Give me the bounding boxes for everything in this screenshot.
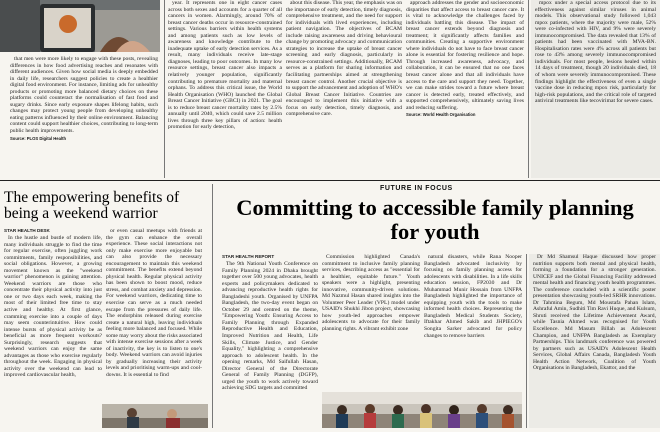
article-paragraph: In the hustle and bustle of modern life, many individuals struggle to find the time for regular exercise, often juggling work commitments, family responsibilities, and social obligations. However, a growing movement known as the "weekend warrior" phenomenon is gaining attention. Weekend warriors are those who concentrate their physical activity into just one or two days each week, making the most of their limited free time to stay active and healthy. At first glance, cramming exercise into a couple of days may seem counterintuitive. How could intense bursts of physical activity be as beneficial as more frequent workouts? Surprisingly, research suggests that weekend warriors can enjoy the same advantages as those who exercise regularly throughout the week. Engaging in physical activity over the weekend can lead to improved cardiovascular health, bbox=[4, 235, 102, 379]
top-column-2 bbox=[168, 0, 282, 178]
article-paragraph: about this disease. This year, the emphasis was on the importance of early detection, timely diagnosis, comprehensive treatment, and the need for support for individuals with lived experiences, including patient navigation. The objectives of BCAM include raising awareness and driving behavioural change by promoting advocacy and communication strategies to increase the uptake of breast cancer screening and early diagnosis, particularly in resource-constrained settings. Additionally, BCAM serves as a platform for sharing information and facilitating partnerships aimed at strengthening breast cancer control. Another crucial objective is to support the advancement and adoption of WHO's Global Breast Cancer Initiative. Countries are encouraged to implement this initiative with a focus on early detection, timely diagnosis, and comprehensive care. bbox=[286, 0, 403, 118]
bottom-right-column-2 bbox=[322, 254, 420, 390]
conference-photo bbox=[322, 392, 522, 428]
bottom-left-column-1-text bbox=[4, 235, 102, 379]
top-column-2-text bbox=[168, 0, 282, 131]
bottom-right-column-3-text bbox=[424, 254, 522, 339]
top-column-4-text bbox=[406, 0, 524, 119]
article-paragraph: Commission highlighted Canada's commitment to inclusive family planning services, describing access as "essential for a healthier, equitable future." Youth speakers were a highlight, presenting innovative, community-driven solutions. Md Nazmul Hasan shared insights into the Volunteer Peer Leader (VPL) model under USAID's Shukhi Jibon project, showcasing how youth-led approaches empower adolescents to advocate for their family planning rights. A vibrant exhibit zone bbox=[322, 254, 420, 333]
bottom-right-column-4-text bbox=[529, 254, 660, 372]
top-column-4 bbox=[406, 0, 524, 178]
top-column-3-text bbox=[286, 0, 402, 118]
bottom-left-column-1 bbox=[4, 228, 102, 428]
food-ads-photo bbox=[0, 0, 160, 52]
article-paragraph: The 9th National Youth Conference on Family Planning 2024 in Dhaka brought together over 500 young advocates, health experts and policymakers dedicated to advancing reproductive health rights for Bangladeshi youth. Organised by UNFPA Bangladesh, the two-day event began on October 29 and centred on the theme, "Empowering Youth: Ensuring Access to Family Planning through Expanded Reproductive Health and Education, Improved Nutrition and Health, Life Skills, Climate Justice, and Gender Equality," highlighting a comprehensive approach to adolescent health. In the opening remarks, Md Saifullah Hasan, Director General of the Directorate General of Family Planning (DGFP), urged the youth to work actively toward achieving SDG targets and committed bbox=[222, 261, 318, 392]
bottom-left-column-2 bbox=[106, 228, 202, 406]
bottom-right-column-2-text bbox=[322, 254, 420, 333]
bottom-left-photo bbox=[102, 404, 208, 428]
article-paragraph: approach addresses the gender and socioeconomic disparities that affect access to breast cancer care. It is vital to acknowledge the challenges faced by individuals battling this disease. The impact of breast cancer extends beyond diagnosis and treatment; it significantly affects families and communities. Creating a supportive environment where individuals do not have to face breast cancer alone is essential for fostering resilience and hope. Through increased awareness, advocacy, and collaboration, it can be ensured that no one faces breast cancer alone and that all individuals have access to the care and support they need. Together, we can make strides toward a future where breast cancer is detected early, treated effectively, and supported comprehensively, ultimately saving lives and reducing suffering. bbox=[406, 0, 524, 111]
article-paragraph: mpox under a special access protocol due to its effectiveness against similar viruses in animal models. This observational study followed 1,043 mpox patients, where the majority were male, 52% were co-infected with HIV, and 9% were severely immunocompromised. The data revealed that 13% of patients had been vaccinated with MVA-BN. Hospitalisation rates were 4% across all patients but rose to 43% among severely immunocompromised individuals. For most people, lesions healed within 14 days of treatment, though 20 individuals died, 18 of whom were severely immunocompromised. These findings highlight the effectiveness of even a single vaccine dose in reducing mpox risk, particularly for high-risk populations, and the critical role of targeted antiviral treatments like tecovirimat for severe cases. bbox=[535, 0, 656, 105]
article-source: Source: PLOS Digital Health bbox=[10, 135, 67, 141]
column-divider bbox=[528, 0, 529, 178]
section-divider bbox=[0, 180, 660, 181]
weekend-warrior-headline: The empowering benefits of being a weekend warrior bbox=[4, 189, 180, 222]
bottom-right-column-3 bbox=[424, 254, 522, 390]
top-column-5 bbox=[531, 0, 660, 178]
family-planning-headline: Committing to accessible family planning for youth bbox=[236, 195, 634, 244]
bottom-right-column-4 bbox=[529, 254, 660, 428]
article-byline: STAR HEALTH DESK bbox=[4, 228, 50, 233]
column-divider bbox=[164, 0, 165, 178]
article-byline: STAR HEALTH REPORT bbox=[222, 254, 275, 259]
article-source: Source: World Health Organisation bbox=[406, 112, 476, 118]
article-paragraph: that men were more likely to engage with these posts, revealing differences in how food advertising reaches and resonates with different audiences. Given how social media is deeply embedded in daily life, researchers suggest policies to create a healthier digital food environment. For instance, limiting ads for unhealthy products or promoting more balanced dietary choices on these platforms could counteract the normalisation of fast food and sugary drinks. Since early exposure shapes lifelong habits, such changes may protect young people from developing unhealthy eating patterns influenced by their online environment. Balancing content could support healthier choices, contributing to long-term public health improvements. bbox=[10, 56, 158, 135]
exercise-photo bbox=[102, 404, 208, 428]
bottom-right-column-1 bbox=[222, 254, 318, 428]
top-column-3 bbox=[286, 0, 402, 178]
article-paragraph: natural disasters, while Rana Nooper Bangladesh advocated inclusivity by focusing on family planning access for adolescents with disabilities. In a life skills education session, FP2030 and Dr Muhammad Munir Hossain from UNFPA Bangladesh highlighted the importance of equipping youth with the tools to make informed health choices. Representing the Bangladesh Medical Students Society, Iftakhar Ahmed Sakib and JHPIEGO's Songita Sarker advocated for policy changes to remove barriers bbox=[424, 254, 522, 339]
bottom-left-column-2-text bbox=[106, 228, 202, 379]
article-divider bbox=[212, 184, 213, 428]
column-divider bbox=[526, 254, 527, 428]
article-paragraph: Dr Md Shamsul Haque discussed how proper nutrition supports both mental and physical health, forming a foundation for a stronger generation. UNICEF and the Global Financing Facility addressed mental health and financing youth health programmes. The conference concluded with a scientific poster presentation showcasing youth-led SRHR innovations. Dr Tahmina Begum, Md Moustafa Pahan Islam, Ashraful Amin, Sudhiti Tim Ravi Huque, and Kulsum, Shruti received the Lifetime Achievement Award, while Tasnia Ahmed was recognised for Youth Excellence. Md Masum Billah as Adolescent Champion, and UNFPA Bangladesh as Exemplary Partnerships. This landmark conference was powered by partners such as USAID's Adolescent Health Services, Global Affairs Canada, Bangladesh Youth Health Action Network, Coalition of Youth Organisations in Bangladesh, Ekattor, and the bbox=[533, 254, 656, 372]
future-in-focus-kicker: FUTURE IN FOCUS bbox=[380, 185, 453, 192]
top-column-1 bbox=[10, 0, 160, 141]
top-column-1-photo bbox=[0, 0, 160, 52]
bottom-right-column-1-text bbox=[222, 261, 318, 392]
article-paragraph: or even casual meetups with friends at the gym can enhance the overall experience. These social interactions not only make exercise more enjoyable but can also provide the necessary encouragement to maintain this weekend commitment. The benefits extend beyond physical health. Regular physical activity has been shown to boost mood, reduce stress, and combat anxiety and depression. For weekend warriors, dedicating time to exercise can serve as a much needed escape from the pressures of daily life. The endorphins released during exercise create a natural high, leaving individuals feeling more balanced and focused. While some may worry about the risks associated with intense exercise sessions after a week of inactivity, the key is to listen to one's body. Weekend warriors can avoid injuries by gradually increasing their activity levels and prioritising warm-ups and cool-downs. It is essential to find bbox=[106, 228, 203, 379]
article-paragraph: year. It represents one in eight cancer cases across both sexes and accounts for a quarter of all cancers in women. Alarmingly, around 70% of breast cancer deaths occur in resource-constrained settings. Various barriers within health systems and among patients such as low levels of awareness and knowledge contribute to the inadequate uptake of early detection services. As a result, many individuals receive late-stage diagnoses, leading to poor outcomes. In many low resource settings, breast cancer also impacts a relatively younger population, significantly contributing to premature mortality and maternal orphans. To address this critical issue, the World Health Organisation (WHO) launched the Global Breast Cancer Initiative (GBCI) in 2021. The goal is to reduce breast cancer mortality rates by 2.5% annually until 2040, which could save 2.5 million lives through three key pillars of action: health promotion for early detection, bbox=[168, 0, 282, 131]
top-column-5-text bbox=[531, 0, 660, 105]
conference-photo-image bbox=[322, 392, 522, 428]
top-column-1-text bbox=[10, 56, 158, 142]
